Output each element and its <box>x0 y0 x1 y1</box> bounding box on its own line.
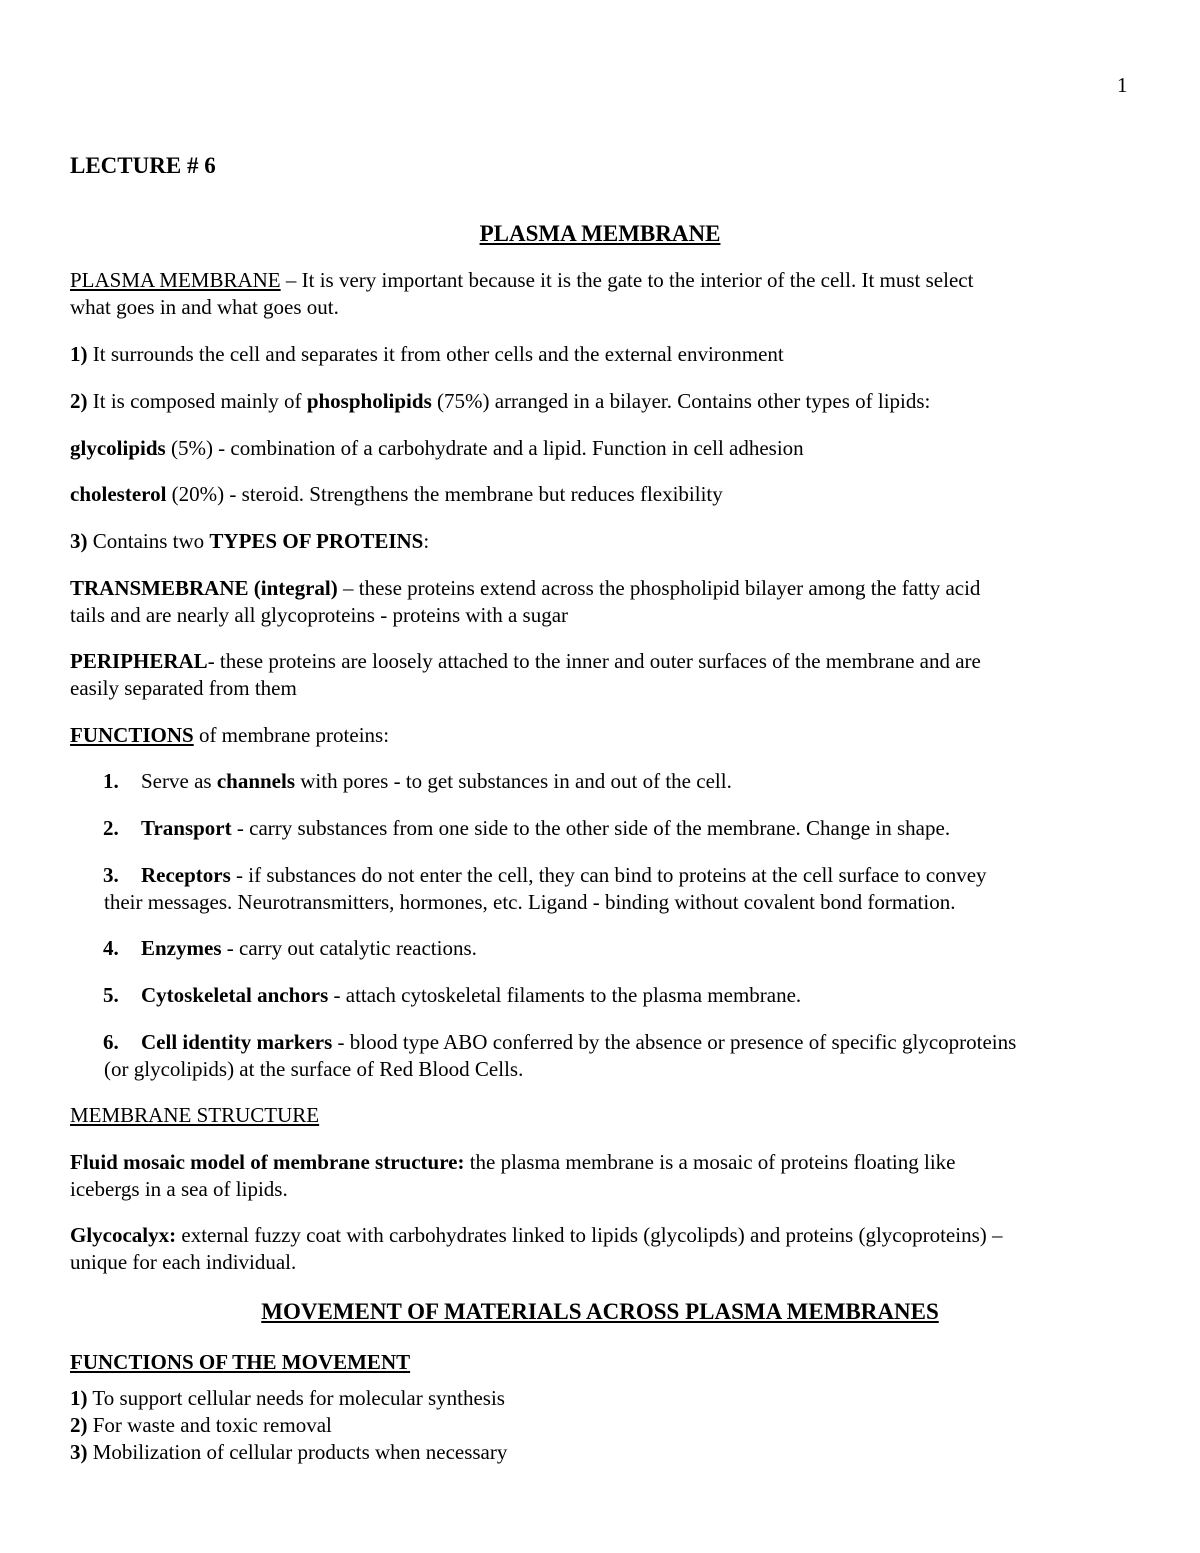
point-2-pre: It is composed mainly of <box>87 389 307 413</box>
glycolipids-term: glycolipids <box>70 436 166 460</box>
function-2 <box>141 815 1131 842</box>
glycocalyx-paragraph <box>70 1222 1130 1276</box>
function-1-bold: channels <box>216 769 295 793</box>
function-3-text: - if substances do not enter the cell, they can bind to proteins at the cell surface to convey <box>230 863 987 887</box>
peripheral-line2: easily separated from them <box>70 676 297 700</box>
glycocalyx-term: Glycocalyx: <box>70 1223 177 1247</box>
cholesterol-paragraph <box>70 481 1130 508</box>
fluid-mosaic-line1: the plasma membrane is a mosaic of proteins floating like <box>464 1150 956 1174</box>
fluid-mosaic-paragraph <box>70 1149 1130 1203</box>
point-1-number: 1) <box>70 342 88 366</box>
transmembrane-line1: – these proteins extend across the phospholipid bilayer among the fatty acid <box>337 576 981 600</box>
point-2-bold: phospholipids <box>306 389 432 413</box>
fluid-mosaic-term: Fluid mosaic model of membrane structure: <box>70 1150 465 1174</box>
function-3-continuation: their messages. Neurotransmitters, hormones, etc. Ligand - binding without covalent bond formation. <box>104 890 956 914</box>
function-2-bold: Transport <box>141 816 232 840</box>
point-3-bold: TYPES OF PROTEINS <box>209 529 424 553</box>
transmembrane-paragraph <box>70 575 1130 629</box>
point-3-post: : <box>423 529 430 553</box>
movement-item-3-text: Mobilization of cellular products when necessary <box>87 1440 508 1464</box>
movement-item-1-text: To support cellular needs for molecular synthesis <box>87 1386 505 1410</box>
function-5-text: - attach cytoskeletal filaments to the plasma membrane. <box>328 983 802 1007</box>
function-6-continuation: (or glycolipids) at the surface of Red Blood Cells. <box>104 1057 524 1081</box>
page-number: 1 <box>1117 73 1128 97</box>
glycocalyx-line2: unique for each individual. <box>70 1250 297 1274</box>
function-6-number: 6. <box>103 1030 119 1054</box>
cholesterol-text: (20%) - steroid. Strengthens the membrane but reduces flexibility <box>166 482 723 506</box>
point-3-pre: Contains two <box>87 529 210 553</box>
peripheral-paragraph <box>70 648 1130 702</box>
function-1-pre: Serve as <box>141 769 217 793</box>
function-5 <box>141 982 1131 1009</box>
function-4-bold: Enzymes <box>141 936 222 960</box>
glycolipids-paragraph <box>70 435 1130 462</box>
function-6 <box>141 1029 1131 1056</box>
point-3 <box>70 528 1130 555</box>
functions-of-movement-heading: FUNCTIONS OF THE MOVEMENT <box>70 1350 411 1374</box>
intro-term: PLASMA MEMBRANE <box>70 268 281 292</box>
intro-line1: – It is very important because it is the gate to the interior of the cell. It must select <box>280 268 974 292</box>
function-6-bold: Cell identity markers <box>141 1030 333 1054</box>
function-3 <box>141 862 1131 889</box>
function-2-text: - carry substances from one side to the other side of the membrane. Change in shape. <box>231 816 951 840</box>
movement-item-2 <box>70 1412 1130 1439</box>
movement-item-2-text: For waste and toxic removal <box>87 1413 332 1437</box>
function-1-text: with pores - to get substances in and out of the cell. <box>295 769 732 793</box>
section-title2-text: MOVEMENT OF MATERIALS ACROSS PLASMA MEMBRANES <box>261 1299 939 1324</box>
point-1 <box>70 341 1130 368</box>
function-2-number: 2. <box>103 816 119 840</box>
membrane-structure-heading: MEMBRANE STRUCTURE <box>70 1103 320 1127</box>
movement-item-1 <box>70 1385 1130 1412</box>
point-2-number: 2) <box>70 389 88 413</box>
function-4 <box>141 935 1131 962</box>
section-title-plasma-membrane <box>0 220 1200 247</box>
functions-text: of membrane proteins: <box>193 723 390 747</box>
lecture-title: LECTURE # 6 <box>70 153 216 178</box>
function-4-text: - carry out catalytic reactions. <box>221 936 477 960</box>
point-1-text: It surrounds the cell and separates it from other cells and the external environment <box>87 342 784 366</box>
point-2 <box>70 388 1130 415</box>
peripheral-term: PERIPHERAL <box>70 649 208 673</box>
transmembrane-term: TRANSMEBRANE (integral) <box>70 576 338 600</box>
fluid-mosaic-line2: icebergs in a sea of lipids. <box>70 1177 288 1201</box>
functions-term: FUNCTIONS <box>70 723 194 747</box>
function-5-number: 5. <box>103 983 119 1007</box>
function-6-text: - blood type ABO conferred by the absence or presence of specific glycoproteins <box>332 1030 1017 1054</box>
intro-paragraph <box>70 267 1130 321</box>
movement-item-1-number: 1) <box>70 1386 88 1410</box>
function-3-bold: Receptors <box>141 863 231 887</box>
peripheral-line1: - these proteins are loosely attached to the inner and outer surfaces of the membrane and are <box>207 649 981 673</box>
functions-heading <box>70 722 1130 749</box>
function-1-number: 1. <box>103 769 119 793</box>
function-3-number: 3. <box>103 863 119 887</box>
glycolipids-text: (5%) - combination of a carbohydrate and a lipid. Function in cell adhesion <box>165 436 804 460</box>
movement-item-3-number: 3) <box>70 1440 88 1464</box>
intro-line2: what goes in and what goes out. <box>70 295 339 319</box>
point-2-post: (75%) arranged in a bilayer. Contains other types of lipids: <box>431 389 931 413</box>
transmembrane-line2: tails and are nearly all glycoproteins - proteins with a sugar <box>70 603 569 627</box>
function-5-bold: Cytoskeletal anchors <box>141 983 329 1007</box>
movement-item-3 <box>70 1439 1130 1466</box>
function-1 <box>141 768 1131 795</box>
point-3-number: 3) <box>70 529 88 553</box>
function-4-number: 4. <box>103 936 119 960</box>
glycocalyx-line1: external fuzzy coat with carbohydrates linked to lipids (glycolipds) and proteins (glycoproteins) – <box>176 1223 1003 1247</box>
section-title-text: PLASMA MEMBRANE <box>479 221 721 246</box>
movement-item-2-number: 2) <box>70 1413 88 1437</box>
cholesterol-term: cholesterol <box>70 482 167 506</box>
section-title-movement <box>0 1298 1200 1325</box>
